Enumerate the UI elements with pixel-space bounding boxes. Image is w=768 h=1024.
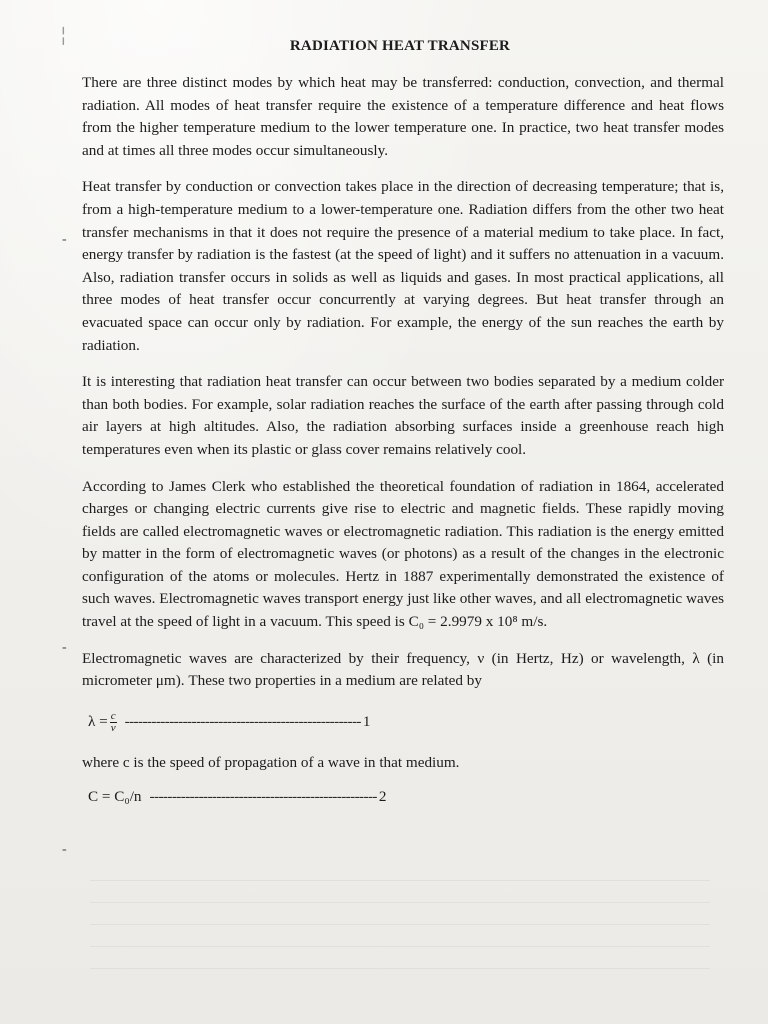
paragraph-1: There are three distinct modes by which heat may be transferred: conduction, convection, and thermal radiation. All modes of heat transfer require the existence of a temperature difference and heat flows from the higher temperature medium to the lower temperature one. In practice, two heat transfer modes and at times all three modes occur simultaneously. bbox=[82, 74, 724, 159]
margin-mark: - bbox=[62, 232, 67, 247]
equation-2-expression: C = C₀/n bbox=[88, 788, 142, 806]
paragraph-3: It is interesting that radiation heat transfer can occur between two bodies separated by a medium colder than both bodies. For example, solar radiation reaches the surface of the earth after passing through cold air layers at high altitudes. Also, the radiation absorbing surfaces inside a greenhouse reach high temperatures even when its plastic or glass cover remains relatively cool. bbox=[82, 373, 724, 458]
document-body bbox=[82, 72, 724, 824]
margin-mark: - bbox=[62, 842, 67, 857]
paragraph-5: Electromagnetic waves are characterized by their frequency, ν (in Hertz, Hz) or wavelength, λ (in micrometer μm). These two properties in a medium are related by bbox=[82, 649, 724, 690]
equation-2-leader: --------------------------------------------------- bbox=[149, 788, 377, 806]
equation-1-number: 1 bbox=[362, 713, 371, 731]
paragraph-2: Heat transfer by conduction or convection takes place in the direction of decreasing temperature; that is, from a high-temperature medium to a lower-temperature one. Radiation differs from the other two heat transfer mechanisms in that it does not require the presence of a material medium to take place. In fact, energy transfer by radiation is the fastest (at the speed of light) and it suffers no attenuation in a vacuum. Also, radiation transfer occurs in solids as well as liquids and gases. In most practical applications, all three modes of heat transfer occur concurrently at varying degrees. But heat transfer through an evacuated space can occur only by radiation. For example, the energy of the sun reaches the earth by radiation. bbox=[82, 178, 724, 354]
margin-mark: - bbox=[62, 640, 67, 655]
document-title: RADIATION HEAT TRANSFER bbox=[289, 38, 511, 54]
equation-1-fraction bbox=[110, 711, 117, 734]
staple-mark-icon: ╎ bbox=[58, 26, 69, 47]
where-text: where c is the speed of propagation of a wave in that medium. bbox=[82, 753, 460, 771]
equation-2-number: 2 bbox=[378, 788, 387, 806]
bleed-through-text bbox=[90, 880, 710, 980]
equation-1-leader: ----------------------------------------------------- bbox=[124, 713, 361, 731]
equation-1-lhs: λ = bbox=[88, 713, 108, 731]
equation-2 bbox=[88, 788, 724, 806]
equation-1-denominator: ν bbox=[110, 721, 116, 734]
equation-1-numerator: c bbox=[110, 709, 116, 722]
paragraph-4: According to James Clerk who established the theoretical foundation of radiation in 1864, accelerated charges or changing electric currents give rise to electric and magnetic fields. These rapidly moving fields are called electromagnetic waves or electromagnetic radiation. This radiation is the energy emitted by matter in the form of electromagnetic waves (or photons) as a result of the changes in the electronic configuration of the atoms or molecules. Hertz in 1887 experimentally demonstrated the existence of such waves. Electromagnetic waves transport energy just like other waves, and all electromagnetic waves travel at the speed of light in a vacuum. This speed is C₀ = 2.9979 x 10⁸ m/s. bbox=[82, 477, 724, 631]
equation-1 bbox=[88, 711, 724, 734]
